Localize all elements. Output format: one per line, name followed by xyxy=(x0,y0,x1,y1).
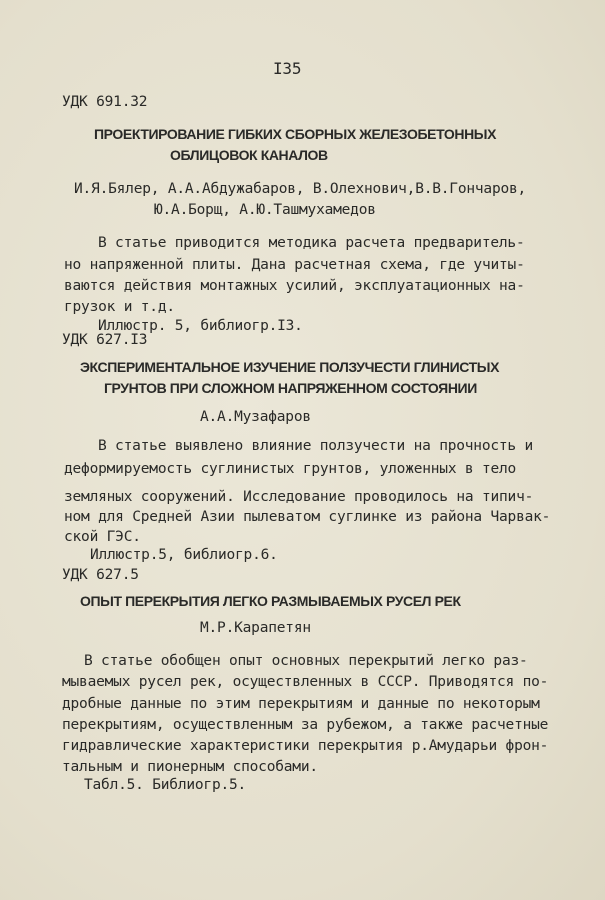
abstract-line: земляных сооружений. Исследование проводилось на типич- xyxy=(64,489,534,505)
article-authors: А.А.Музафаров xyxy=(200,409,311,425)
udc-code: УДК 627.I3 xyxy=(62,332,148,348)
abstract-line: но напряженной плиты. Дана расчетная схема, где учиты- xyxy=(64,257,525,273)
abstract-line: В статье приводится методика расчета предваритель- xyxy=(98,235,525,251)
article-title: ОПЫТ ПЕРЕКРЫТИЯ ЛЕГКО РАЗМЫВАЕМЫХ РУСЕЛ РЕК xyxy=(80,593,461,609)
abstract-line: В статье выявлено влияние ползучести на прочность и xyxy=(98,438,534,454)
abstract-line: деформируемость суглинистых грунтов, уложенных в тело xyxy=(64,461,517,477)
article-title: ГРУНТОВ ПРИ СЛОЖНОМ НАПРЯЖЕННОМ СОСТОЯНИИ xyxy=(104,380,477,396)
article-title: ПРОЕКТИРОВАНИЕ ГИБКИХ СБОРНЫХ ЖЕЛЕЗОБЕТОННЫХ xyxy=(94,126,497,142)
abstract-line: В статье обобщен опыт основных перекрытий легко раз- xyxy=(84,653,528,669)
article-footnote: Иллюстр. 5, библиогр.I3. xyxy=(98,318,303,334)
abstract-line: ской ГЭС. xyxy=(64,529,141,545)
article-title: ЭКСПЕРИМЕНТАЛЬНОЕ ИЗУЧЕНИЕ ПОЛЗУЧЕСТИ ГЛИНИСТЫХ xyxy=(80,359,500,375)
abstract-line: грузок и т.д. xyxy=(64,299,175,315)
article-authors: И.Я.Бялер, А.А.Абдужабаров, В.Олехнович,В.В.Гончаров, xyxy=(74,181,527,197)
abstract-line: ваются действия монтажных усилий, эксплуатационных на- xyxy=(64,278,525,294)
abstract-line: тальным и пионерным способами. xyxy=(62,759,318,775)
abstract-line: дробные данные по этим перекрытиям и данные по некоторым xyxy=(62,696,540,712)
article-footnote: Табл.5. Библиогр.5. xyxy=(84,777,247,793)
article-authors: М.Р.Карапетян xyxy=(200,620,311,636)
udc-code: УДК 691.32 xyxy=(62,94,148,110)
abstract-line: ном для Средней Азии пылеватом суглинке из района Чарвак- xyxy=(64,509,551,525)
abstract-line: мываемых русел рек, осуществленных в СССР. Приводятся по- xyxy=(62,674,549,690)
abstract-line: перекрытиям, осуществленным за рубежом, а также расчетные xyxy=(62,717,549,733)
page-number: I35 xyxy=(273,59,302,78)
article-title: ОБЛИЦОВОК КАНАЛОВ xyxy=(170,147,328,163)
article-footnote: Иллюстр.5, библиогр.6. xyxy=(90,547,278,563)
article-authors: Ю.А.Борщ, А.Ю.Ташмухамедов xyxy=(154,202,376,218)
udc-code: УДК 627.5 xyxy=(62,567,139,583)
abstract-line: гидравлические характеристики перекрытия р.Амударьи фрон- xyxy=(62,738,549,754)
